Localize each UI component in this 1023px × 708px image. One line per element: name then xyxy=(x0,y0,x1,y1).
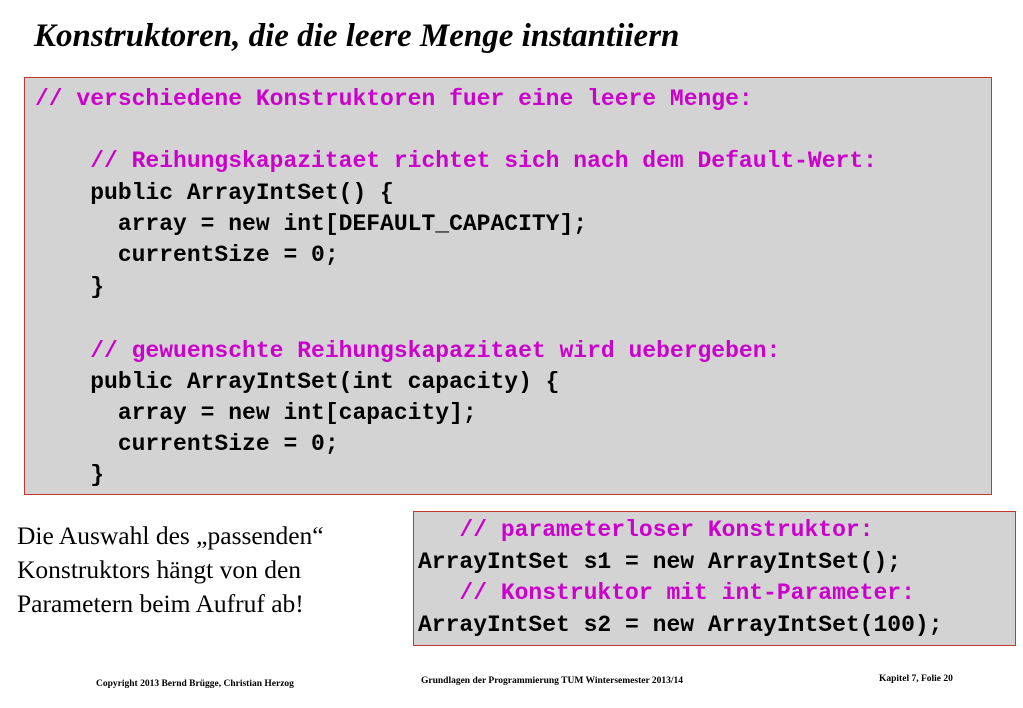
code-line: currentSize = 0; xyxy=(35,242,339,268)
code-line: // Reihungskapazitaet richtet sich nach dem Default-Wert: xyxy=(35,148,877,174)
explanation-line: Parametern beim Aufruf ab! xyxy=(17,589,304,618)
explanation-line: Konstruktors hängt von den xyxy=(17,555,302,584)
explanation-line: Die Auswahl des „passenden“ xyxy=(17,521,324,550)
code-line: public ArrayIntSet() { xyxy=(35,180,394,206)
code-line: public ArrayIntSet(int capacity) { xyxy=(35,369,560,395)
constructors-code-block xyxy=(24,77,992,495)
slide-title: Konstruktoren, die die leere Menge instantiiern xyxy=(34,18,680,54)
usage-code-block xyxy=(413,511,1016,646)
code-line: ArrayIntSet s2 = new ArrayIntSet(100); xyxy=(418,612,943,638)
footer-course: Grundlagen der Programmierung TUM Wintersemester 2013/14 xyxy=(421,676,684,686)
explanation-text xyxy=(17,519,324,621)
footer-copyright: Copyright 2013 Bernd Brügge, Christian Herzog xyxy=(96,679,294,689)
code-line: // gewuenschte Reihungskapazitaet wird uebergeben: xyxy=(35,338,781,364)
code-line: // Konstruktor mit int-Parameter: xyxy=(418,580,915,606)
code-line: ArrayIntSet s1 = new ArrayIntSet(); xyxy=(418,549,902,575)
code-line: array = new int[capacity]; xyxy=(35,400,477,426)
code-line: array = new int[DEFAULT_CAPACITY]; xyxy=(35,211,588,237)
code-line: } xyxy=(35,274,105,300)
code-line: currentSize = 0; xyxy=(35,431,339,457)
code-line: // verschiedene Konstruktoren fuer eine leere Menge: xyxy=(35,86,753,112)
code-line: } xyxy=(35,462,105,488)
footer-slide-number: Kapitel 7, Folie 20 xyxy=(879,674,953,684)
code-line: // parameterloser Konstruktor: xyxy=(418,517,874,543)
